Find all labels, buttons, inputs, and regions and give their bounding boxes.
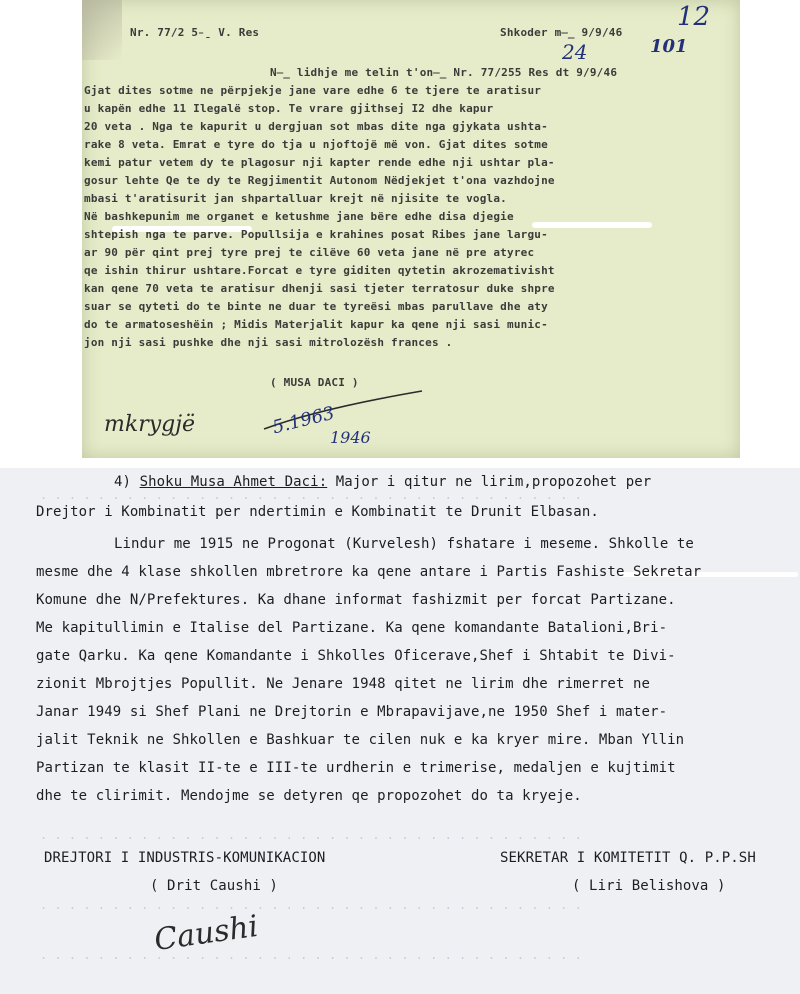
proposal-document	[0, 468, 800, 994]
proposal-line: Me kapitullimin e Italise del Partizane. Ka qene komandante Batalioni,Bri-	[36, 620, 668, 636]
handwritten-annotation: mkrygjë	[104, 412, 196, 437]
item-heading	[114, 474, 651, 490]
handwritten-signature: Caushi	[152, 908, 261, 959]
telegram-line: kan qene 70 veta te aratisur dhenji sasi tjeter terratosur duke shpre	[84, 282, 555, 295]
telegram-place-date: Shkoder m̶̲ 9/9/46	[500, 26, 623, 39]
handwritten-date: 1946	[330, 428, 371, 447]
show-through-texture: . . . . . . . . . . . . . . . . . . . . . . . . . . . . . . . . . . . . . .	[40, 488, 582, 502]
sign-right-name: ( Liri Belishova )	[572, 878, 726, 894]
telegram-line: 20 veta . Nga te kapurit u dergjuan sot mbas dite nga gjykata ushta-	[84, 120, 548, 133]
proposal-line: zionit Mbrojtjes Popullit. Ne Jenare 1948 qitet ne lirim dhe rimerret ne	[36, 676, 651, 692]
handwritten-page-number: 12	[677, 2, 711, 32]
proposal-line: Partizan te klasit II-te e III-te urdherin e trimerise, medaljen e kujtimit	[36, 760, 676, 776]
show-through-texture: . . . . . . . . . . . . . . . . . . . . . . . . . . . . . . . . . . . . . .	[40, 948, 582, 962]
telegram-document	[82, 0, 740, 458]
proposal-line: dhe te clirimit. Mendojme se detyren qe propozohet do ta kryeje.	[36, 788, 582, 804]
telegram-line: Gjat dites sotme ne përpjekje jane vare edhe 6 te tjere te aratisur	[84, 84, 542, 97]
telegram-reference: Nr. 77/2 5̵̱ V. Res	[130, 26, 260, 39]
paper-fold-shadow	[82, 0, 122, 60]
telegram-line: Në bashkepunim me organet e ketushme jane bëre edhe disa djegie	[84, 210, 514, 223]
item-number: 4)	[114, 474, 132, 490]
handwritten-number: 24	[562, 40, 588, 64]
proposal-line: Lindur me 1915 ne Progonat (Kurvelesh) fshatare i meseme. Shkolle te	[114, 536, 694, 552]
telegram-line: u kapën edhe 11 Ilegalë stop. Te vrare gjithsej I2 dhe kapur	[84, 102, 494, 115]
telegram-line: mbasi t'aratisurit jan shpartalluar krejt në njisite te vogla.	[84, 192, 507, 205]
handwritten-date: 5.1963	[270, 402, 337, 439]
telegram-line: do te armatoseshëin ; Midis Materjalit kapur ka qene nji sasi munic-	[84, 318, 548, 331]
separator	[0, 458, 800, 468]
item-heading-rest: Major i qitur ne lirim,propozohet per	[327, 474, 652, 490]
proposal-line: Komune dhe N/Prefektures. Ka dhane informat fashizmit per forcat Partizane.	[36, 592, 676, 608]
proposal-line: Janar 1949 si Shef Plani ne Drejtorin e Mbrapavijave,ne 1950 Shef i mater-	[36, 704, 668, 720]
telegram-line: ar 90 për qint prej tyre prej te cilëve 60 veta jane në pre atyrec	[84, 246, 535, 259]
telegram-line: suar se qyteti do te binte ne duar te tyreësi mbas parullave dhe aty	[84, 300, 548, 313]
telegram-line: shtepish nga te parve. Popullsija e krahines posat Ribes jane largu-	[84, 228, 548, 241]
telegram-line: kemi patur vetem dy te plagosur nji kapter rende edhe nji ushtar pla-	[84, 156, 555, 169]
redaction-mark	[532, 222, 652, 228]
telegram-line: qe ishin thirur ushtare.Forcat e tyre giditen qytetin akrozemativisht	[84, 264, 555, 277]
proposal-line: gate Qarku. Ka qene Komandante i Shkolles Oficerave,Shef i Shtabit te Divi-	[36, 648, 676, 664]
telegram-line: rake 8 veta. Emrat e tyre do tja u njoftojë më von. Gjat dites sotme	[84, 138, 548, 151]
handwritten-101: 101	[650, 36, 688, 57]
telegram-line: gosur lehte Qe te dy te Regjimentit Autonom Nëdjekjet t'ona vazhdojne	[84, 174, 555, 187]
proposal-line: Drejtor i Kombinatit per ndertimin e Kombinatit te Drunit Elbasan.	[36, 504, 599, 520]
proposal-line: jalit Teknik ne Shkollen e Bashkuar te cilen nuk e ka kryer mire. Mban Yllin	[36, 732, 685, 748]
sign-right-title: SEKRETAR I KOMITETIT Q. P.P.SH	[500, 850, 756, 866]
telegram-line: jon nji sasi pushke dhe nji sasi mitrolozësh frances .	[84, 336, 453, 349]
telegram-line: N̶̲ lidhje me telin t'on̶̲ Nr. 77/255 Res dt 9/9/46	[270, 66, 618, 79]
show-through-texture: . . . . . . . . . . . . . . . . . . . . . . . . . . . . . . . . . . . . . .	[40, 828, 582, 842]
show-through-texture: . . . . . . . . . . . . . . . . . . . . . . . . . . . . . . . . . . . . . .	[40, 898, 582, 912]
sign-left-name: ( Drit Caushi )	[150, 878, 278, 894]
person-name: Shoku Musa Ahmet Daci:	[139, 474, 328, 490]
proposal-line: mesme dhe 4 klase shkollen mbretrore ka qene antare i Partis Fashiste Sekretar	[36, 564, 702, 580]
telegram-signature-block: ( MUSA DACI )	[270, 376, 359, 389]
sign-left-title: DREJTORI I INDUSTRIS-KOMUNIKACION	[44, 850, 326, 866]
